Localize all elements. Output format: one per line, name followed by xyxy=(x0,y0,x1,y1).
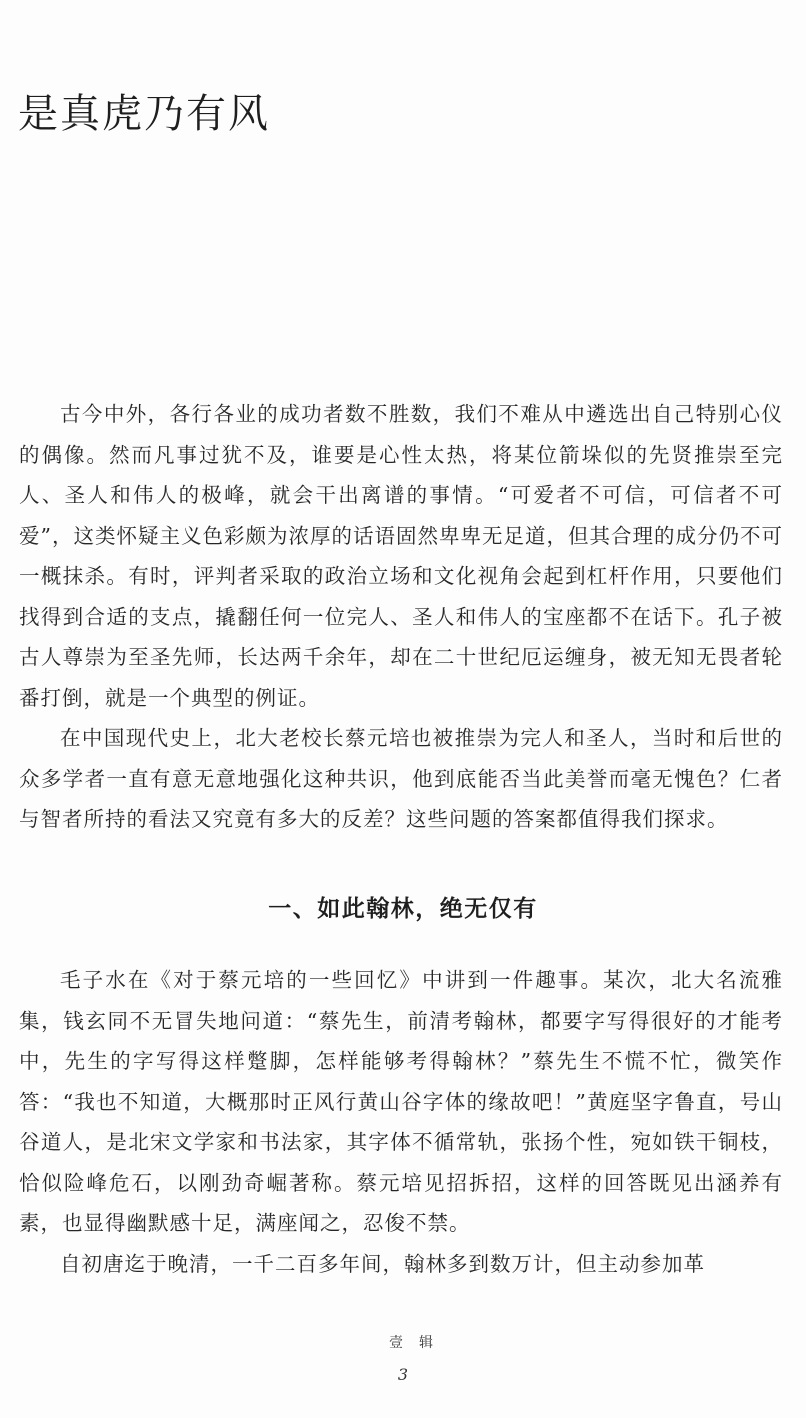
running-footer: 壹辑 xyxy=(389,1335,449,1351)
paragraph: 自初唐迄于晚清，一千二百多年间，翰林多到数万计，但主动参加革 xyxy=(60,1251,705,1276)
intro-text xyxy=(19,394,783,840)
paragraph: 古今中外，各行各业的成功者数不胜数，我们不难从中遴选出自己特别心仪的偶像。然而凡事过犹不及，谁要是心性太热，将某位箭垛似的先贤推崇至完人、圣人和伟人的极峰，就会干出离谱的事情。“可爱者不可信，可信者不可爱”，这类怀疑主义色彩颇为浓厚的话语固然卑卑无足道，但其合理的成分仍不可一概抹杀。有时，评判者采取的政治立场和文化视角会起到杠杆作用，只要他们找得到合适的支点，撬翻任何一位完人、圣人和伟人的宝座都不在话下。孔子被古人尊崇为至圣先师，长达两千余年，却在二十世纪厄运缠身，被无知无畏者轮番打倒，就是一个典型的例证。 xyxy=(19,402,783,710)
paragraph: 毛子水在《对于蔡元培的一些回忆》中讲到一件趣事。某次，北大名流雅集，钱玄同不无冒失地问道：“蔡先生，前清考翰林，都要字写得很好的才能考中，先生的字写得这样蹩脚，怎样能够考得翰林？”蔡先生不慌不忙，微笑作答：“我也不知道，大概那时正风行黄山谷字体的缘故吧！”黄庭坚字鲁直，号山谷道人，是北宋文学家和书法家，其字体不循常轨，张扬个性，宛如铁干铜枝，恰似险峰危石，以刚劲奇崛著称。蔡元培见招拆招，这样的回答既见出涵养有素，也显得幽默感十足，满座闻之，忍俊不禁。 xyxy=(19,968,783,1235)
chapter-title: 是真虎乃有风 xyxy=(18,91,270,137)
section-heading: 一、如此翰林，绝无仅有 xyxy=(268,896,538,922)
paragraph: 在中国现代史上，北大老校长蔡元培也被推崇为完人和圣人，当时和后世的众多学者一直有意无意地强化这种共识，他到底能否当此美誉而毫无愧色？仁者与智者所持的看法又究竟有多大的反差？这些问题的答案都值得我们探求。 xyxy=(19,726,783,831)
section-text xyxy=(19,960,783,1284)
page-number: 3 xyxy=(397,1365,409,1384)
